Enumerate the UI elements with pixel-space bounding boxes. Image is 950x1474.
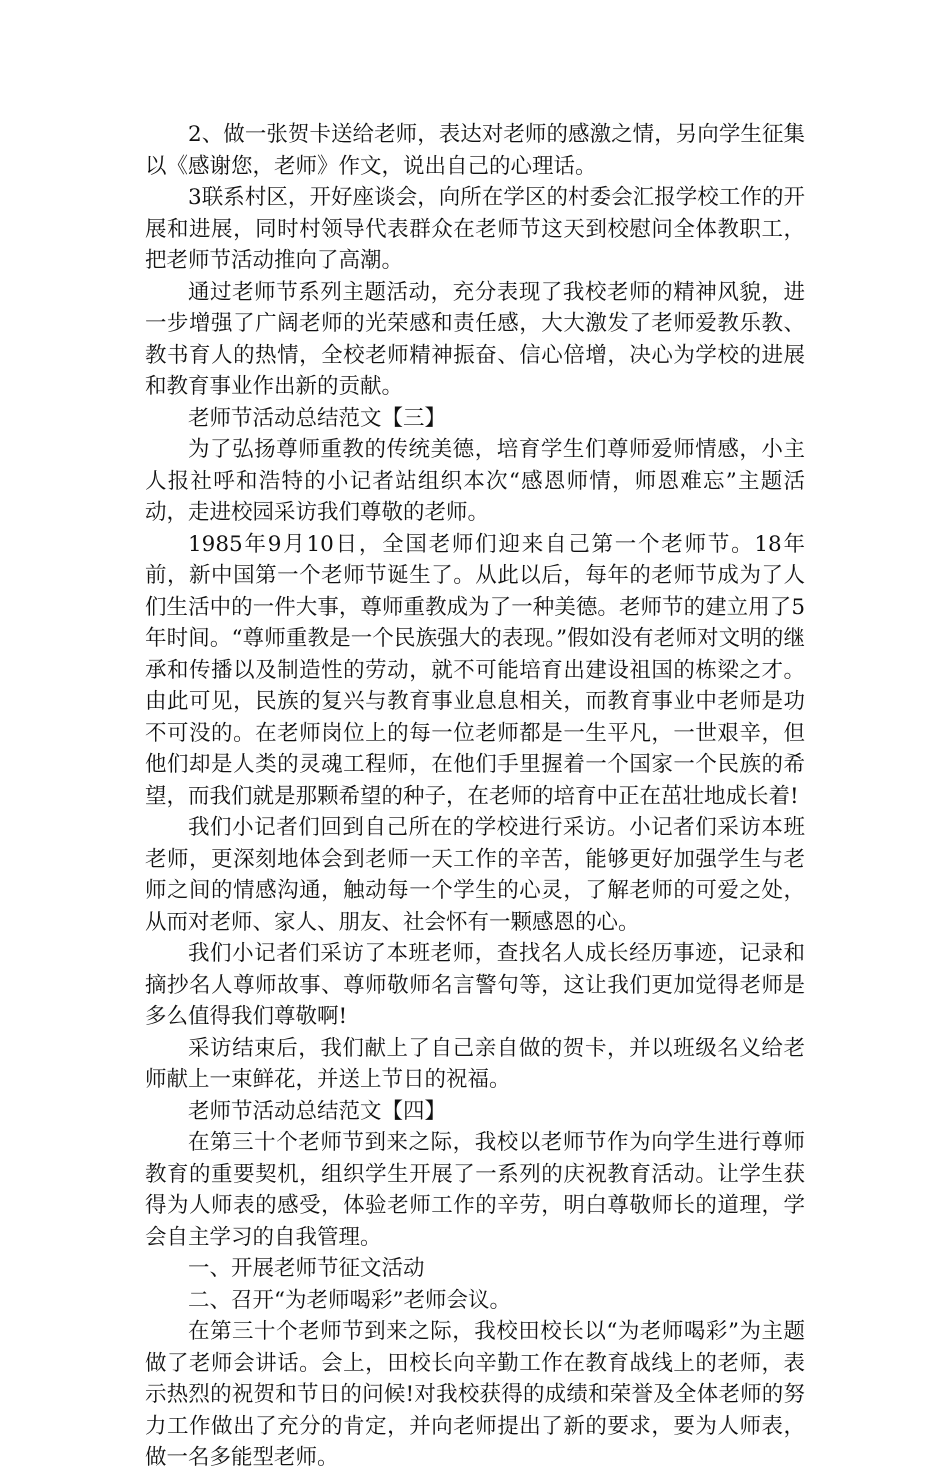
paragraph-history: 1985年9月10日，全国老师们迎来自己第一个老师节。18年前，新中国第一个老师节诞生了。从此以后，每年的老师节成为了人们生活中的一件大事，尊师重教成为了一种美德。老师节的建立用了5年时间。“尊师重教是一个民族强大的表现。”假如没有老师对文明的继承和传播以及制造性的劳动，就不可能培育出建设祖国的栋梁之才。由此可见，民族的复兴与教育事业息息相关，而教育事业中老师是功不可没的。在老师岗位上的每一位老师都是一生平凡，一世艰辛，但他们却是人类的灵魂工程师，在他们手里握着一个国家一个民族的希望，而我们就是那颗希望的种子，在老师的培育中正在茁壮地成长着! [145, 531, 805, 809]
paragraph-reporters-school: 我们小记者们回到自己所在的学校进行采访。小记者们采访本班老师，更深刻地体会到老师一天工作的辛苦，能够更好加强学生与老师之间的情感沟通，触动每一个学生的心灵，了解老师的可爱之处，从而对老师、家人、朋友、社会怀有一颗感恩的心。 [145, 815, 805, 935]
paragraph-interview-intro: 为了弘扬尊师重教的传统美德，培育学生们尊师爱师情感，小主人报社呼和浩特的小记者站组织本次“感恩师情，师恩难忘”主题活动，走进校园采访我们尊敬的老师。 [145, 437, 805, 525]
section-heading-three: 老师节活动总结范文【三】 [188, 405, 447, 431]
paragraph-summary: 通过老师节系列主题活动，充分表现了我校老师的精神风貌，进一步增强了广阔老师的光荣感和责任感，大大激发了老师爱教乐教、教书育人的热情，全校老师精神振奋、信心倍增，决心为学校的进展和教育事业作出新的贡献。 [145, 279, 805, 399]
paragraph-greeting-card: 2、做一张贺卡送给老师，表达对老师的感激之情，另向学生征集以《感谢您，老师》作文，说出自己的心理话。 [145, 122, 805, 179]
list-item-teacher-meeting: 二、召开“为老师喝彩”老师会议。 [188, 1287, 511, 1313]
paragraph-interview-end: 采访结束后，我们献上了自己亲自做的贺卡，并以班级名义给老师献上一束鲜花，并送上节日的祝福。 [145, 1035, 805, 1092]
paragraph-reporters-stories: 我们小记者们采访了本班老师，查找名人成长经历事迹，记录和摘抄名人尊师故事、尊师敬师名言警句等，这让我们更加觉得老师是多么值得我们尊敬啊! [145, 941, 805, 1029]
list-item-essay-activity: 一、开展老师节征文活动 [188, 1256, 425, 1281]
paragraph-principal-speech: 在第三十个老师节到来之际，我校田校长以“为老师喝彩”为主题做了老师会讲话。会上，田校长向辛勤工作在教育战线上的老师，表示热烈的祝贺和节日的问候!对我校获得的成绩和荣誉及全体老师的努力工作做出了充分的肯定，并向老师提出了新的要求，要为人师表，做一名多能型老师。 [145, 1319, 805, 1470]
paragraph-thirtieth-intro: 在第三十个老师节到来之际，我校以老师节作为向学生进行尊师教育的重要契机，组织学生开展了一系列的庆祝教育活动。让学生获得为人师表的感受，体验老师工作的辛劳，明白尊敬师长的道理，学会自主学习的自我管理。 [145, 1130, 805, 1250]
section-heading-four: 老师节活动总结范文【四】 [188, 1098, 447, 1124]
document-body [145, 119, 805, 1474]
paragraph-village-meeting: 3联系村区，开好座谈会，向所在学区的村委会汇报学校工作的开展和进展，同时村领导代表群众在老师节这天到校慰问全体教职工，把老师节活动推向了高潮。 [145, 185, 805, 273]
